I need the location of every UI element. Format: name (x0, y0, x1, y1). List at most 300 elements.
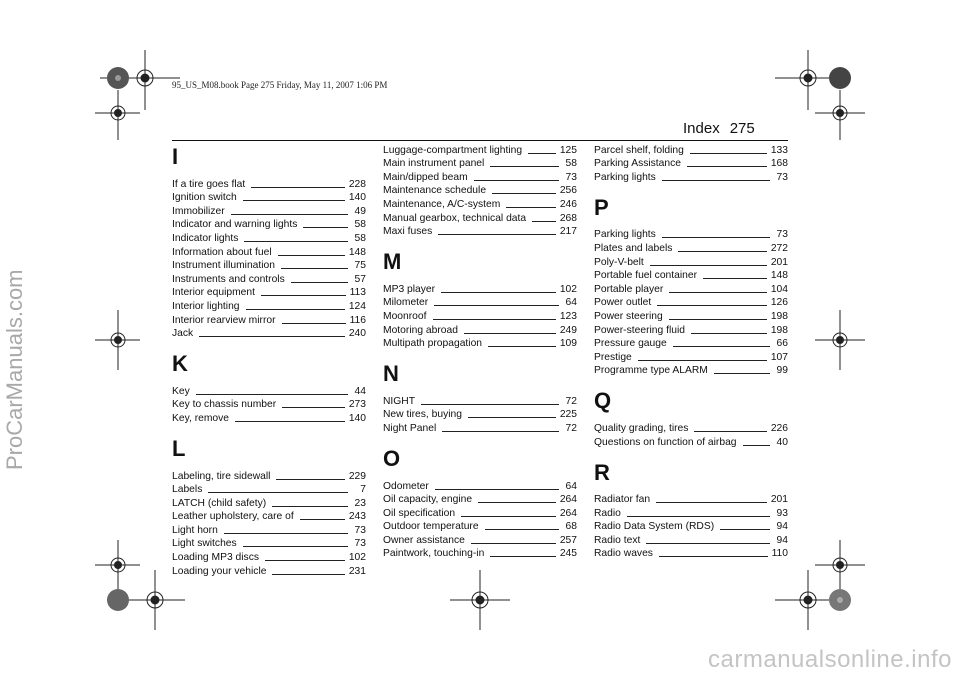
entry-page-number: 58 (565, 158, 577, 170)
entry-text: Interior equipment (172, 287, 255, 299)
print-header-line: 95_US_M08.book Page 275 Friday, May 11, 2007 1:06 PM (172, 80, 388, 90)
crosshair-mark-icon (815, 90, 865, 140)
entry-page-number: 225 (559, 409, 577, 421)
section-letter: R (594, 459, 610, 485)
page-number: 275 (729, 120, 755, 137)
entry-text: Key to chassis number (172, 399, 277, 411)
index-entry (172, 523, 366, 537)
index-entry (383, 309, 577, 323)
index-entry (594, 337, 788, 351)
index-column-3 (594, 143, 788, 560)
index-entry (172, 496, 366, 510)
leader-line (291, 281, 348, 283)
leader-line (490, 555, 556, 557)
index-entry (383, 337, 577, 351)
entry-page-number: 126 (770, 297, 788, 309)
leader-line (208, 491, 348, 493)
leader-line (646, 542, 770, 544)
index-entry (172, 245, 366, 259)
leader-line (485, 528, 559, 530)
leader-line (690, 152, 767, 154)
index-entry (383, 197, 577, 211)
leader-line (678, 250, 766, 252)
leader-line (224, 532, 348, 534)
entry-text: Information about fuel (172, 246, 272, 258)
leader-line (468, 416, 556, 418)
entry-page-number: 72 (565, 422, 577, 434)
entry-page-number: 123 (559, 310, 577, 322)
leader-line (199, 335, 345, 337)
entry-text: Parking lights (594, 171, 656, 183)
leader-line (488, 345, 556, 347)
index-entry (594, 520, 788, 534)
index-entry (383, 170, 577, 184)
entry-text: Key, remove (172, 412, 230, 424)
entry-page-number: 99 (776, 365, 788, 377)
index-section (172, 350, 366, 425)
section-letter: M (383, 249, 402, 275)
leader-line (687, 165, 767, 167)
entry-text: Prestige (594, 351, 632, 363)
entry-text: Milometer (383, 297, 429, 309)
index-column-2 (383, 143, 577, 560)
entry-text: Power-steering fluid (594, 324, 685, 336)
leader-line (435, 488, 559, 490)
entry-text: Pressure gauge (594, 338, 667, 350)
leader-line (492, 192, 556, 194)
leader-line (657, 304, 767, 306)
index-entry (594, 241, 788, 255)
index-entry (594, 364, 788, 378)
entry-page-number: 75 (354, 260, 366, 272)
index-entry (172, 231, 366, 245)
continued-entries (383, 143, 577, 238)
entry-text: Radio (594, 507, 621, 519)
entry-page-number: 198 (770, 324, 788, 336)
index-entry (383, 533, 577, 547)
entry-text: Outdoor temperature (383, 521, 479, 533)
leader-line (691, 332, 767, 334)
leader-line (251, 186, 345, 188)
entry-text: Portable player (594, 283, 664, 295)
index-entry (594, 296, 788, 310)
entry-page-number: 73 (776, 229, 788, 241)
running-header (683, 120, 755, 137)
index-entry (383, 421, 577, 435)
index-entry (383, 394, 577, 408)
leader-line (461, 515, 556, 517)
entry-page-number: 264 (559, 494, 577, 506)
leader-line (471, 542, 556, 544)
entry-page-number: 268 (559, 212, 577, 224)
index-entry (383, 506, 577, 520)
leader-line (627, 515, 770, 517)
entry-page-number: 94 (776, 521, 788, 533)
index-section (383, 445, 577, 561)
entry-text: Interior lighting (172, 300, 240, 312)
entry-text: Odometer (383, 480, 429, 492)
entry-page-number: 226 (770, 422, 788, 434)
entry-page-number: 148 (770, 270, 788, 282)
index-entry (594, 493, 788, 507)
entry-text: Motoring abroad (383, 324, 458, 336)
entry-page-number: 68 (565, 521, 577, 533)
entry-page-number: 58 (354, 219, 366, 231)
entry-page-number: 113 (349, 287, 366, 299)
section-letter: N (383, 361, 399, 387)
entry-text: Light switches (172, 538, 237, 550)
entry-text: Leather upholstery, care of (172, 511, 294, 523)
entry-text: Jack (172, 328, 194, 340)
crosshair-mark-icon (95, 90, 140, 140)
leader-line (490, 165, 559, 167)
leader-line (714, 372, 770, 374)
entry-page-number: 231 (348, 565, 366, 577)
entry-text: Parking lights (594, 229, 656, 241)
entry-page-number: 64 (565, 297, 577, 309)
entry-text: Interior rearview mirror (172, 314, 276, 326)
leader-line (442, 430, 559, 432)
index-entry (594, 282, 788, 296)
entry-page-number: 240 (348, 328, 366, 340)
entry-page-number: 273 (348, 399, 366, 411)
index-entry (383, 282, 577, 296)
entry-page-number: 104 (770, 283, 788, 295)
entry-page-number: 94 (776, 534, 788, 546)
leader-line (669, 318, 767, 320)
entry-page-number: 140 (348, 192, 366, 204)
index-section (594, 459, 788, 561)
index-entry (383, 296, 577, 310)
entry-text: Owner assistance (383, 534, 465, 546)
index-entry (172, 411, 366, 425)
leader-line (650, 264, 767, 266)
index-entry (383, 184, 577, 198)
entry-text: Labeling, tire sidewall (172, 470, 271, 482)
entry-page-number: 93 (776, 507, 788, 519)
leader-line (662, 236, 770, 238)
leader-line (659, 555, 768, 557)
entry-page-number: 272 (770, 242, 788, 254)
index-entry (594, 435, 788, 449)
index-entry (383, 547, 577, 561)
index-entry (594, 323, 788, 337)
leader-line (438, 233, 556, 235)
entry-text: Parcel shelf, folding (594, 144, 684, 156)
index-entry (172, 299, 366, 313)
index-entry (383, 493, 577, 507)
index-entry (172, 384, 366, 398)
entry-page-number: 73 (354, 524, 366, 536)
index-entry (594, 421, 788, 435)
entry-page-number: 73 (354, 538, 366, 550)
entry-text: Main/dipped beam (383, 171, 468, 183)
entry-text: Radio Data System (RDS) (594, 521, 715, 533)
entry-text: Light horn (172, 524, 218, 536)
entry-page-number: 64 (565, 480, 577, 492)
entry-text: Key (172, 385, 190, 397)
section-letter: P (594, 194, 609, 220)
leader-line (282, 406, 345, 408)
entry-page-number: 228 (348, 178, 366, 190)
leader-line (703, 277, 767, 279)
crosshair-mark-icon (815, 540, 865, 590)
leader-line (196, 393, 348, 395)
leader-line (528, 152, 556, 154)
index-entry (172, 537, 366, 551)
header-rule (172, 140, 788, 141)
leader-line (434, 304, 559, 306)
index-entry (383, 157, 577, 171)
section-letter: L (172, 435, 186, 461)
entry-text: Radio waves (594, 548, 653, 560)
index-entry (172, 398, 366, 412)
leader-line (673, 345, 770, 347)
entry-text: Parking Assistance (594, 158, 681, 170)
entry-text: Immobilizer (172, 205, 225, 217)
entry-text: Night Panel (383, 422, 437, 434)
index-entry (172, 469, 366, 483)
index-entry (172, 550, 366, 564)
entry-text: Multipath propagation (383, 338, 483, 350)
entry-page-number: 217 (559, 226, 577, 238)
index-section (172, 143, 366, 340)
entry-page-number: 58 (354, 232, 366, 244)
continued-entries (594, 143, 788, 184)
section-letter: I (172, 144, 179, 169)
entry-text: Main instrument panel (383, 158, 485, 170)
entry-page-number: 246 (559, 198, 577, 210)
leader-line (272, 505, 348, 507)
index-entry (172, 327, 366, 341)
leader-line (272, 573, 344, 575)
entry-text: Quality grading, tires (594, 422, 689, 434)
index-entry (594, 533, 788, 547)
leader-line (246, 308, 345, 310)
entry-page-number: 102 (559, 283, 577, 295)
leader-line (243, 199, 345, 201)
entry-text: Programme type ALARM (594, 365, 708, 377)
leader-line (276, 478, 344, 480)
registration-dot-icon (829, 67, 851, 89)
leader-line (261, 294, 346, 296)
entry-page-number: 44 (354, 385, 366, 397)
index-entry (594, 547, 788, 561)
index-column-1 (172, 143, 366, 578)
side-watermark: ProCarManuals.com (2, 269, 27, 470)
entry-page-number: 109 (559, 338, 577, 350)
crosshair-mark-icon (450, 570, 510, 630)
leader-line (662, 179, 770, 181)
index-entry (383, 225, 577, 239)
leader-line (720, 528, 770, 530)
index-entry (172, 313, 366, 327)
index-entry (594, 506, 788, 520)
entry-page-number: 264 (559, 507, 577, 519)
entry-text: LATCH (child safety) (172, 497, 267, 509)
crosshair-mark-icon (815, 310, 865, 370)
entry-text: Loading your vehicle (172, 565, 267, 577)
bottom-watermark: carmanualsonline.info (708, 646, 952, 673)
leader-line (244, 240, 348, 242)
index-entry (594, 350, 788, 364)
leader-line (474, 179, 559, 181)
entry-text: NIGHT (383, 395, 416, 407)
entry-page-number: 73 (776, 171, 788, 183)
index-entry (594, 170, 788, 184)
leader-line (303, 226, 348, 228)
entry-page-number: 229 (348, 470, 366, 482)
leader-line (281, 267, 348, 269)
entry-text: Paintwork, touching-in (383, 548, 485, 560)
index-section (172, 435, 366, 578)
entry-page-number: 7 (360, 484, 366, 496)
index-entry (594, 255, 788, 269)
crosshair-mark-icon (95, 540, 140, 590)
entry-page-number: 57 (354, 273, 366, 285)
leader-line (464, 332, 556, 334)
entry-text: Indicator and warning lights (172, 219, 298, 231)
index-entry (383, 211, 577, 225)
entry-text: Oil specification (383, 507, 456, 519)
entry-page-number: 49 (354, 205, 366, 217)
entry-text: Power outlet (594, 297, 652, 309)
leader-line (231, 213, 348, 215)
section-letter: O (383, 445, 401, 471)
index-section (383, 360, 577, 435)
entry-text: Indicator lights (172, 232, 239, 244)
leader-line (300, 518, 345, 520)
entry-page-number: 72 (565, 395, 577, 407)
entry-page-number: 102 (348, 552, 366, 564)
entry-text: Loading MP3 discs (172, 552, 260, 564)
entry-text: Portable fuel container (594, 270, 698, 282)
entry-page-number: 133 (770, 144, 788, 156)
leader-line (235, 420, 345, 422)
index-entry (383, 520, 577, 534)
entry-page-number: 125 (559, 144, 577, 156)
entry-text: Radiator fan (594, 494, 651, 506)
leader-line (243, 545, 348, 547)
entry-page-number: 40 (776, 436, 788, 448)
entry-page-number: 243 (348, 511, 366, 523)
entry-text: Radio text (594, 534, 641, 546)
entry-text: Moonroof (383, 310, 427, 322)
index-entry (172, 259, 366, 273)
index-entry (172, 204, 366, 218)
index-entry (594, 157, 788, 171)
entry-page-number: 110 (771, 548, 788, 560)
entry-text: New tires, buying (383, 409, 462, 421)
index-entry (383, 408, 577, 422)
entry-text: Labels (172, 484, 203, 496)
entry-text: MP3 player (383, 283, 436, 295)
entry-page-number: 249 (559, 324, 577, 336)
index-entry (594, 309, 788, 323)
entry-text: Maintenance schedule (383, 185, 487, 197)
leader-line (694, 430, 766, 432)
entry-page-number: 23 (354, 497, 366, 509)
leader-line (532, 220, 556, 222)
entry-page-number: 107 (770, 351, 788, 363)
entry-page-number: 245 (559, 548, 577, 560)
index-entry (172, 177, 366, 191)
leader-line (743, 444, 770, 446)
entry-page-number: 256 (559, 185, 577, 197)
leader-line (638, 359, 767, 361)
entry-page-number: 201 (770, 494, 788, 506)
index-section (383, 248, 577, 350)
entry-text: Ignition switch (172, 192, 237, 204)
index-entry (383, 479, 577, 493)
entry-page-number: 124 (348, 300, 366, 312)
entry-page-number: 198 (770, 310, 788, 322)
leader-line (478, 501, 556, 503)
leader-line (669, 291, 767, 293)
entry-page-number: 66 (776, 338, 788, 350)
running-title: Index (683, 120, 720, 137)
leader-line (506, 206, 555, 208)
entry-text: Poly-V-belt (594, 256, 644, 268)
entry-text: Power steering (594, 310, 663, 322)
entry-text: Manual gearbox, technical data (383, 212, 527, 224)
index-entry (172, 510, 366, 524)
leader-line (433, 318, 556, 320)
entry-page-number: 73 (565, 171, 577, 183)
entry-text: Instruments and controls (172, 273, 285, 285)
crosshair-mark-icon (95, 310, 140, 370)
index-entry (172, 483, 366, 497)
index-entry (172, 272, 366, 286)
entry-text: Maintenance, A/C-system (383, 198, 501, 210)
entry-text: Instrument illumination (172, 260, 276, 272)
entry-page-number: 168 (770, 158, 788, 170)
index-entry (172, 191, 366, 205)
entry-text: Questions on function of airbag (594, 436, 737, 448)
entry-page-number: 140 (348, 412, 366, 424)
entry-page-number: 116 (349, 314, 366, 326)
leader-line (421, 403, 559, 405)
index-entry (383, 143, 577, 157)
index-entry (172, 564, 366, 578)
section-letter: Q (594, 388, 612, 414)
entry-text: Maxi fuses (383, 226, 433, 238)
leader-line (265, 559, 345, 561)
index-entry (594, 228, 788, 242)
entry-text: Luggage-compartment lighting (383, 144, 523, 156)
entry-text: Oil capacity, engine (383, 494, 473, 506)
section-letter: K (172, 351, 188, 377)
entry-page-number: 148 (348, 246, 366, 258)
leader-line (278, 254, 345, 256)
entry-page-number: 257 (559, 534, 577, 546)
crosshair-mark-icon (125, 570, 185, 630)
entry-text: Plates and labels (594, 242, 673, 254)
index-entry (594, 269, 788, 283)
index-entry (172, 286, 366, 300)
leader-line (282, 322, 346, 324)
leader-line (656, 501, 767, 503)
index-entry (383, 323, 577, 337)
index-section (594, 387, 788, 448)
leader-line (441, 291, 556, 293)
index-section (594, 194, 788, 378)
registration-dot-icon (107, 589, 129, 611)
entry-text: If a tire goes flat (172, 178, 246, 190)
entry-page-number: 201 (770, 256, 788, 268)
index-entry (594, 143, 788, 157)
index-entry (172, 218, 366, 232)
